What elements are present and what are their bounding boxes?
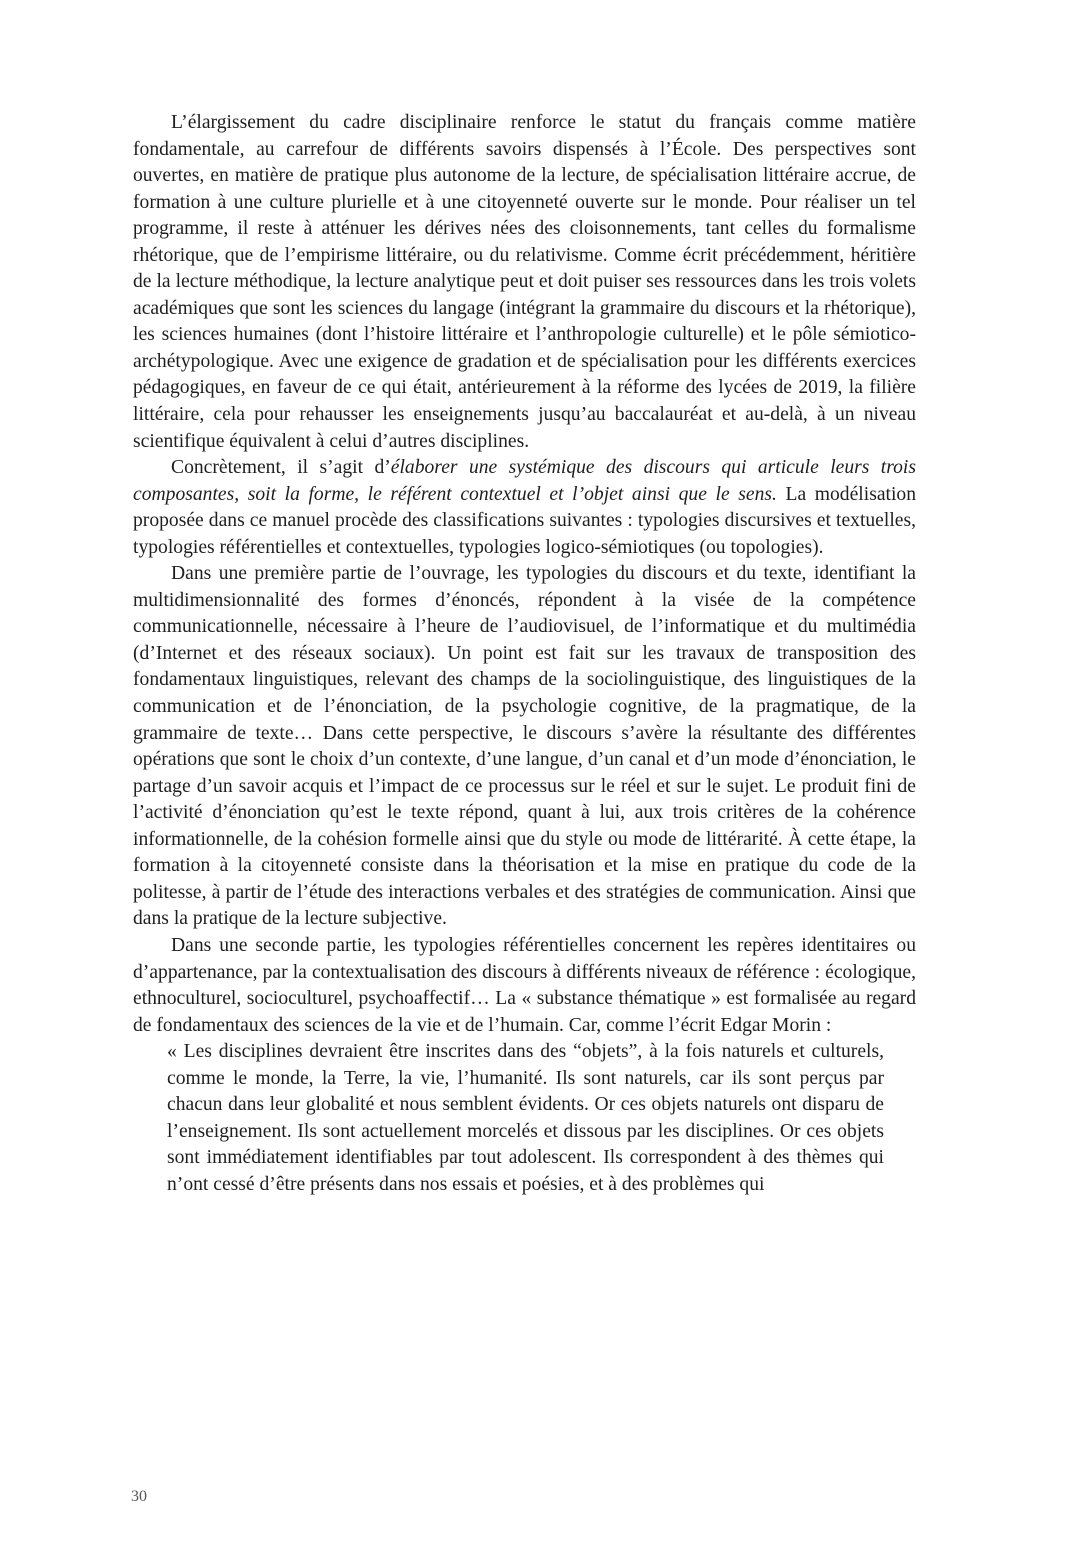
paragraph-text: La modélisation proposée dans ce manuel procède des classifications suivantes : typologies discursives et textuelles, typologies référentielles et contextuelles, typologies logico-sémiotiques (ou topologies). <box>133 483 916 558</box>
italic-emphasis: élaborer une systémique des discours qui articule leurs trois composantes, soit la forme, le référent contextuel et l’objet ainsi que le sens. <box>133 457 916 505</box>
block-quote-edgar-morin: « Les disciplines devraient être inscrites dans des “objets”, à la fois naturels et culturels, comme le monde, la Terre, la vie, l’humanité. Ils sont naturels, car ils sont perçus par chacun dans leur globalité et nous semblent évidents. Or ces objets naturels ont disparu de l’enseignement. Ils sont actuellement morcelés et dissous par les disciplines. Or ces objets sont immédiatement identifiables par tout adolescent. Ils correspondent à des thèmes qui n’ont cessé d’être présents dans nos essais et poésies, et à des problèmes qui <box>167 1041 884 1195</box>
paragraph-disciplinary-framework: L’élargissement du cadre disciplinaire renforce le statut du français comme matière fondamentale, au carrefour de différents savoirs dispensés à l’École. Des perspectives sont ouvertes, en matière de pratique plus autonome de la lecture, de spécialisation littéraire accrue, de formation à une culture plurielle et à une citoyenneté ouverte sur le monde. Pour réaliser un tel programme, il reste à atténuer les dérives nées des cloisonnements, tant celles du formalisme rhétorique, que de l’empirisme littéraire, ou du relativisme. Comme écrit précédemment, héritière de la lecture méthodique, la lecture analytique peut et doit puiser ses ressources dans les trois volets académiques que sont les sciences du langage (intégrant la grammaire du discours et la rhétorique), les sciences humaines (dont l’histoire littéraire et l’anthropologie culturelle) et le pôle sémiotico-archétypologique. Avec une exigence de gradation et de spécialisation pour les différents exercices pédagogiques, en faveur de ce qui était, antérieurement à la réforme des lycées de 2019, la filière littéraire, cela pour rehausser les enseignements jusqu’au baccalauréat et au-delà, à un niveau scientifique équivalent à celui d’autres disciplines. <box>133 112 916 452</box>
paragraph-second-part: Dans une seconde partie, les typologies référentielles concernent les repères identitaires ou d’appartenance, par la contextualisation des discours à différents niveaux de référence : écologique, ethnoculturel, socioculturel, psychoaffectif… La « substance thématique » est formalisée au regard de fondamentaux des sciences de la vie et de l’humain. Car, comme l’écrit Edgar Morin : <box>133 934 916 1036</box>
paragraph-concretely <box>133 455 916 561</box>
paragraph-first-part: Dans une première partie de l’ouvrage, les typologies du discours et du texte, identifiant la multidimensionnalité des formes d’énoncés, répondent à la visée de la compétence communicationnelle, nécessaire à l’heure de l’audiovisuel, de l’informatique et du multimédia (d’Internet et des réseaux sociaux). Un point est fait sur les travaux de transposition des fondamentaux linguistiques, relevant des champs de la sociolinguistique, des linguistiques de la communication et de l’énonciation, de la psychologie cognitive, de la pragmatique, de la grammaire de texte… Dans cette perspective, le discours s’avère la résultante des différentes opérations que sont le choix d’un contexte, d’une langue, d’un canal et d’un mode d’énonciation, le partage d’un savoir acquis et l’impact de ce processus sur le réel et sur le sujet. Le produit fini de l’activité d’énonciation qu’est le texte répond, quant à lui, aux trois critères de la cohérence informationnelle, de la cohésion formelle ainsi que du style ou mode de littérarité. À cette étape, la formation à la citoyenneté consiste dans la théorisation et la mise en pratique du code de la politesse, à partir de l’étude des interactions verbales et des stratégies de communication. Ainsi que dans la pratique de la lecture subjective. <box>133 563 916 930</box>
page-body <box>133 110 916 1198</box>
paragraph-text: Concrètement, il s’agit d’ <box>171 457 391 479</box>
page-number: 30 <box>131 1488 147 1505</box>
